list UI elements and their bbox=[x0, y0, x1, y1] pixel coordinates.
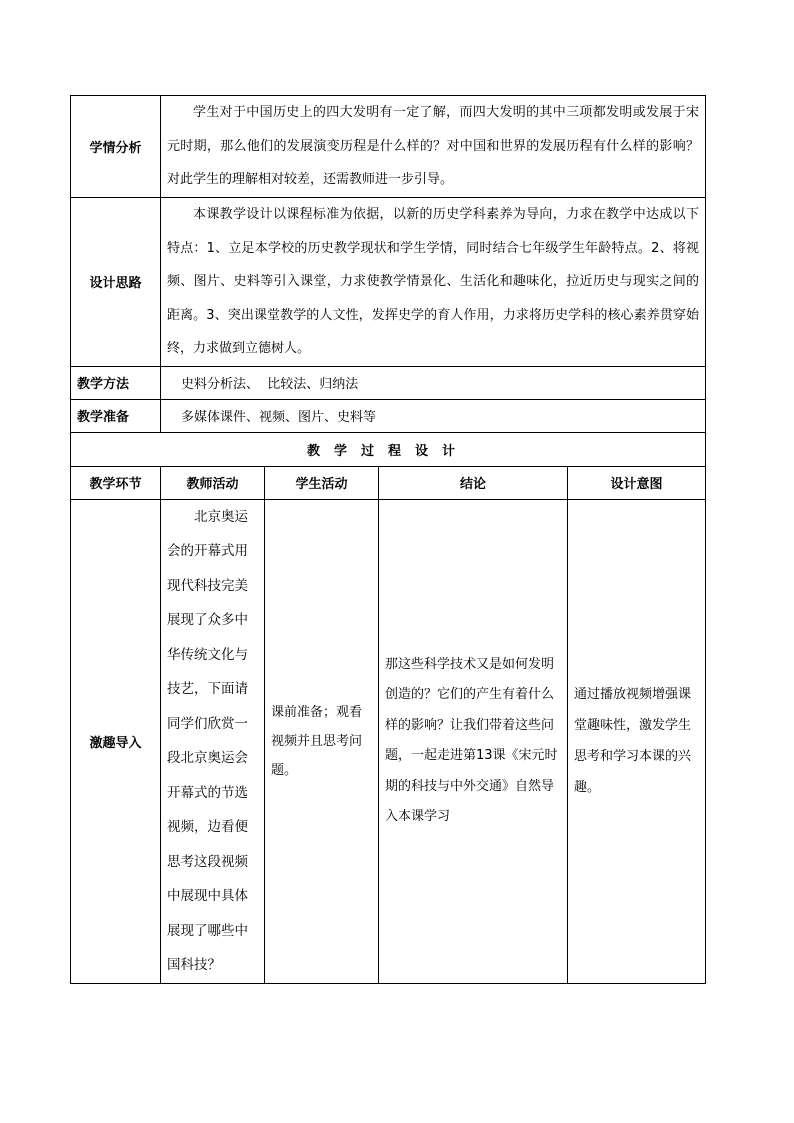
header-teacher-activity: 教师活动 bbox=[161, 466, 265, 499]
teaching-prep-label: 教学准备 bbox=[71, 399, 161, 432]
design-intent-cell: 通过播放视频增强课堂趣味性，激发学生思考和学习本课的兴趣。 bbox=[568, 499, 706, 983]
student-analysis-label: 学情分析 bbox=[71, 96, 161, 198]
design-idea-row bbox=[71, 198, 706, 367]
lesson-plan-table bbox=[70, 95, 706, 984]
stage-cell: 激趣导入 bbox=[71, 499, 161, 983]
teaching-prep-text: 多媒体课件、视频、图片、史料等 bbox=[161, 399, 706, 432]
teaching-method-label: 教学方法 bbox=[71, 366, 161, 399]
teaching-method-text: 史料分析法、 比较法、归纳法 bbox=[161, 366, 706, 399]
header-conclusion: 结论 bbox=[379, 466, 568, 499]
process-title-row bbox=[71, 432, 706, 466]
conclusion-cell: 那这些科学技术又是如何发明创造的？它们的产生有着什么样的影响？让我们带着这些问题，一起走进第13课《宋元时期的科技与中外交通》自然导入本课学习 bbox=[379, 499, 568, 983]
student-analysis-row bbox=[71, 96, 706, 198]
teaching-prep-row bbox=[71, 399, 706, 432]
process-title: 教学过程设计 bbox=[71, 432, 706, 466]
header-student-activity: 学生活动 bbox=[265, 466, 379, 499]
teacher-activity-cell: 北京奥运会的开幕式用现代科技完美展现了众多中华传统文化与技艺，下面请同学们欣赏一段北京奥运会开幕式的节选视频，边看便思考这段视频中展现中具体展现了哪些中国科技？ bbox=[161, 499, 265, 983]
design-idea-label: 设计思路 bbox=[71, 198, 161, 367]
table-row bbox=[71, 499, 706, 983]
header-design-intent: 设计意图 bbox=[568, 466, 706, 499]
student-activity-cell: 课前准备；观看视频并且思考问题。 bbox=[265, 499, 379, 983]
design-idea-text: 本课教学设计以课程标准为依据，以新的历史学科素养为导向，力求在教学中达成以下特点：1、立足本学校的历史教学现状和学生学情，同时结合七年级学生年龄特点。2、将视频、图片、史料等引入课堂，力求使教学情景化、生活化和趣味化，拉近历史与现实之间的距离。3、突出课堂教学的人文性，发挥史学的育人作用，力求将历史学科的核心素养贯穿始终，力求做到立德树人。 bbox=[161, 198, 706, 367]
header-stage: 教学环节 bbox=[71, 466, 161, 499]
student-analysis-text: 学生对于中国历史上的四大发明有一定了解，而四大发明的其中三项都发明或发展于宋元时期，那么他们的发展演变历程是什么样的？对中国和世界的发展历程有什么样的影响？对此学生的理解相对较差，还需教师进一步引导。 bbox=[161, 96, 706, 198]
teaching-method-row bbox=[71, 366, 706, 399]
column-header-row bbox=[71, 466, 706, 499]
